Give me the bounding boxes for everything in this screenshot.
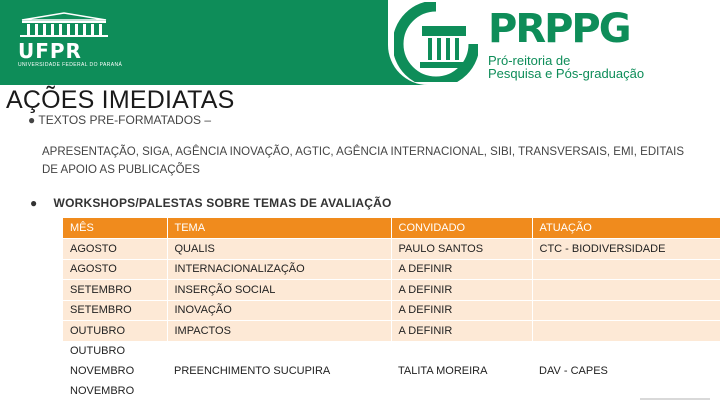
loose-month-label: OUTUBRO	[70, 345, 125, 357]
table-row	[63, 300, 720, 321]
cell-role	[532, 321, 720, 342]
prppg-acronym: PRPPG	[488, 6, 630, 52]
page-title: AÇÕES IMEDIATAS	[6, 86, 235, 114]
ufpr-logo	[14, 10, 123, 70]
cell-guest: PAULO SANTOS	[391, 239, 532, 260]
cell-role	[532, 280, 720, 301]
events-table	[63, 218, 720, 342]
ufpr-acronym: UFPR	[18, 39, 82, 63]
cell-role	[532, 300, 720, 321]
bullet-1-body: APRESENTAÇÃO, SIGA, AGÊNCIA INOVAÇÃO, AGTIC, AGÊNCIA INTERNACIONAL, SIBI, TRANSVERSAIS, EMI, EDITAIS DE APOIO AS PUBLICAÇÕES	[42, 146, 685, 176]
header-role: ATUAÇÃO	[532, 218, 720, 239]
cell-guest: A DEFINIR	[391, 259, 532, 280]
prppg-logo-panel	[388, 0, 720, 85]
bullet-1-text: TEXTOS PRE-FORMATADOS –	[38, 113, 212, 127]
header-bar	[0, 0, 720, 85]
cell-month: AGOSTO	[63, 259, 167, 280]
cell-theme: PREENCHIMENTO SUCUPIRA	[174, 365, 331, 377]
cell-guest: A DEFINIR	[391, 321, 532, 342]
bullet-2-marker: ●	[30, 196, 38, 210]
cell-month: OUTUBRO	[63, 321, 167, 342]
cell-month: NOVEMBRO	[70, 365, 135, 377]
cell-role	[532, 259, 720, 280]
header-month: MÊS	[63, 218, 167, 239]
prppg-line-1: Pró-reitoria de	[488, 53, 571, 68]
table-row	[63, 239, 720, 260]
table-row	[63, 321, 720, 342]
table-header-row	[63, 218, 720, 239]
cell-role: CTC - BIODIVERSIDADE	[532, 239, 720, 260]
header-theme: TEMA	[167, 218, 391, 239]
header-guest: CONVIDADO	[391, 218, 532, 239]
university-building-icon	[18, 12, 110, 38]
bullet-2-heading	[30, 196, 392, 210]
plain-table-row	[63, 361, 720, 381]
table-row	[63, 259, 720, 280]
cell-theme: INSERÇÃO SOCIAL	[167, 280, 391, 301]
cell-guest: A DEFINIR	[391, 280, 532, 301]
table-row	[63, 280, 720, 301]
cell-guest: TALITA MOREIRA	[398, 365, 488, 377]
cell-month: AGOSTO	[63, 239, 167, 260]
bullet-1-heading	[28, 113, 211, 127]
cell-theme: INTERNACIONALIZAÇÃO	[167, 259, 391, 280]
cell-guest: A DEFINIR	[391, 300, 532, 321]
cell-theme: IMPACTOS	[167, 321, 391, 342]
footer-mark	[640, 398, 710, 400]
cell-month: SETEMBRO	[63, 300, 167, 321]
prppg-emblem-icon	[394, 2, 478, 82]
bullet-1-marker: ●	[28, 113, 36, 127]
cell-theme: INOVAÇÃO	[167, 300, 391, 321]
bullet-2-text: WORKSHOPS/PALESTAS SOBRE TEMAS DE AVALIAÇÃO	[53, 196, 392, 210]
ufpr-subtitle: UNIVERSIDADE FEDERAL DO PARANÁ	[18, 62, 123, 68]
cell-theme: QUALIS	[167, 239, 391, 260]
cell-role: DAV - CAPES	[539, 365, 608, 377]
loose-month-label: NOVEMBRO	[70, 385, 135, 397]
prppg-line-2: Pesquisa e Pós-graduação	[488, 66, 645, 81]
cell-month: SETEMBRO	[63, 280, 167, 301]
